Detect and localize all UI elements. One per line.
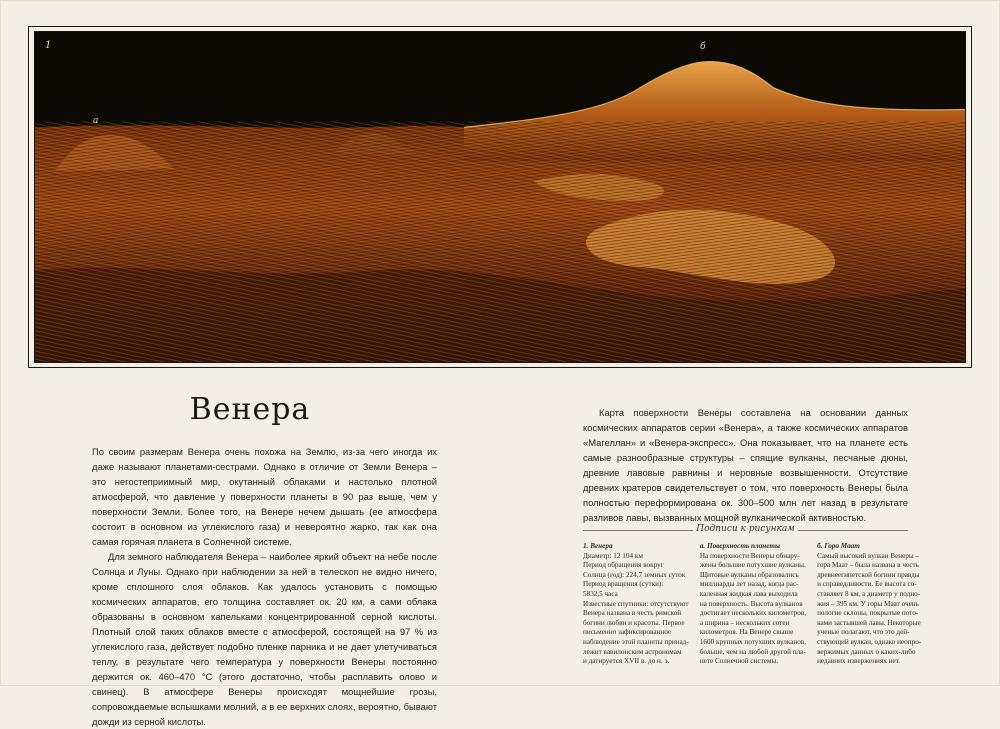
caption-line: Солнца (год): 224,7 земных суток: [583, 570, 686, 579]
caption-line: 1600 крупных потухших вулканов,: [699, 637, 807, 646]
caption-line: 5832,5 часа: [583, 589, 618, 598]
label-b: б: [700, 42, 706, 52]
caption-line: Диаметр: 12 104 км: [583, 551, 643, 560]
caption-heading: а. Поверхность планеты: [699, 542, 780, 550]
caption-line: пологие склоны, покрытые пото-: [817, 609, 919, 618]
caption-line: Венера названа в честь римской: [583, 609, 682, 618]
caption-line: и справедливости. Ее высота со-: [817, 580, 917, 589]
caption-line: и датируется XVII в. до н. э.: [583, 657, 670, 666]
caption-line: наблюдение этой планеты принад-: [583, 637, 689, 646]
caption-line: достигает нескольких километров,: [699, 609, 807, 618]
caption-line: миллиарды лет назад, когда рас-: [699, 580, 799, 589]
caption-line: На поверхности Венеры обнару-: [699, 551, 800, 560]
venus-plate: [28, 26, 972, 368]
caption-line: ставляет 8 км, а диаметр у подно-: [817, 589, 921, 598]
caption-surface: [700, 542, 806, 667]
texture-light: [35, 121, 965, 362]
paragraph: По своим размерам Венера очень похожа на Землю, из-за чего иногда их даже называют планетами-сестрами. Однако в отличие от Земли Венера – это негостеприимный мир, окутанный облаками и настолько плотной атмосферой, что давление у поверхности планеты в 90 раз выше, чем у поверхности Земли. Более того, на Венере нечем дышать (ее атмосфера состоит в основном из углекислого газа) и невероятно жарко, так как она самая горячая планета в Солнечной системе.: [92, 446, 437, 547]
caption-line: на поверхность. Высота вулканов: [699, 599, 803, 608]
caption-line: Щитовые вулканы образовались: [699, 570, 799, 579]
page-title: Венера: [189, 392, 311, 427]
caption-line: недавних извержениях нет.: [817, 657, 901, 666]
caption-heading: б. Гора Маат: [817, 542, 860, 550]
caption-line: Известные спутники: отсутствуют: [583, 599, 689, 608]
caption-line: письменно зафиксированное: [583, 628, 672, 637]
caption-maat-mons: [817, 542, 921, 667]
divider: [583, 530, 693, 531]
caption-line: каленная жидкая лава выходила: [699, 589, 798, 598]
captions-title: Подписи к рисункам: [696, 524, 795, 534]
caption-line: ученые полагают, что это дей-: [817, 628, 910, 637]
caption-line: богини любви и красоты. Первое: [583, 618, 685, 627]
caption-line: лежит вавилонским астрономам: [583, 647, 682, 656]
label-a: а: [93, 116, 99, 126]
caption-line: древнеегипетской богини правды: [817, 570, 920, 579]
caption-line: ствующий вулкан, однако неопро-: [817, 637, 922, 646]
caption-line: Самый высокий вулкан Венеры –: [817, 551, 920, 560]
captions-header: [583, 524, 908, 536]
caption-venus: [583, 542, 689, 667]
caption-line: больше, чем на любой другой пла-: [699, 647, 806, 656]
caption-line: километров. На Венере свыше: [699, 628, 794, 637]
caption-heading: 1. Венера: [583, 542, 613, 550]
caption-line: жия – 395 км. У горы Маат очень: [817, 599, 919, 608]
caption-line: жены большие потухшие вулканы.: [699, 561, 806, 570]
right-column: [583, 405, 908, 525]
caption-line: Период обращения вокруг: [583, 561, 664, 570]
captions: [583, 542, 922, 667]
caption-line: вержимых данных о каких-либо: [817, 647, 916, 656]
left-column: [92, 444, 437, 729]
caption-line: Период вращения (сутки):: [583, 580, 664, 589]
divider: [798, 530, 908, 531]
caption-line: а ширина – нескольких сотен: [699, 618, 790, 627]
caption-line: ками застывшей лавы. Некоторые: [817, 618, 921, 627]
caption-line: нете Солнечной системы.: [699, 657, 779, 666]
venus-landscape-illustration: [34, 31, 966, 363]
paragraph: Для земного наблюдателя Венера – наиболее яркий объект на небе после Солнца и Луны. Однако при наблюдении за ней в телескоп не видно ничего, кроме сплошного слоя облаков. Как удалось установить с помощью космических аппаратов, его толщина составляет ок. 20 км, а сами облака образованы в основном капельками концентрированной серной кислоты. Плотный слой таких облаков вместе с атмосферой, состоящей на 97 % из углекислого газа, действует подобно пленке парника и не дает улетучиваться теплу, в результате чего температура у поверхности Венеры постоянно держится ок. 460–470 °С (этого достаточно, чтобы расплавить олово и свинец). В атмосфере Венеры происходят мощнейшие грозы, сопровождаемые вспышками молний, а в ее верхних слоях, вероятно, бывают дожди из серной кислоты.: [92, 551, 437, 727]
venus-landscape-svg: [35, 32, 965, 362]
caption-line: гора Маат – была названа в честь: [817, 561, 919, 570]
plate-number: 1: [45, 40, 52, 51]
paragraph: Карта поверхности Венеры составлена на основании данных космических аппаратов серии «Венера», а также космических аппаратов «Магеллан» и «Венера-экспресс». Она показывает, что на планете есть самые разнообразные структуры – спящие вулканы, песчаные дюны, древние лавовые равнины и неровные возвышенности. Отсутствие древних кратеров свидетельствует о том, что поверхность Венеры была полностью переформирована ок. 300–500 млн лет назад в результате разливов лавы, вызванных мощной вулканической активностью.: [583, 407, 908, 523]
